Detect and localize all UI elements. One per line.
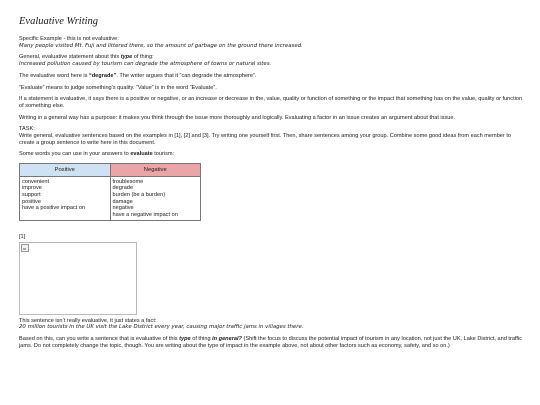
general-label-post: of thing: — [132, 54, 154, 61]
definition-paragraph: “Evaluate” means to judge something’s quality. “Value” is in the word “Evaluate”. — [19, 84, 217, 91]
task-text: Write general, evaluative sentences based on the examples in [1], [2] and [3]. Try writing one yourself first. Then, share sentences among your group. Combine some good ideas from each member to create a group sentence to write here in this document. — [19, 133, 511, 146]
negative-word: degrade — [112, 185, 134, 192]
general-text: Increased pollution caused by tourism can degrade the atmosphere of towns or natural sites. — [19, 60, 272, 67]
question-paragraph — [19, 336, 524, 349]
negative-header: Negative — [110, 164, 201, 177]
not-evaluative-note: This sentence isn’t really evaluative, it just states a fact: — [19, 317, 157, 324]
question-mid: of thing — [190, 336, 213, 343]
negative-word: troublesome — [112, 178, 144, 185]
question-post: (Shift the focus to discuss the potential impact of tourism in any location, not just the UK, Lake District, and traffic jams. Do not completely change the topic, though. You are writing about the type of impact in the example above, not about other factors such as economy, safety, and so on.) — [19, 336, 522, 349]
word-table — [19, 163, 201, 221]
task-paragraph — [19, 126, 524, 146]
broken-image-icon — [21, 244, 29, 252]
negative-words-cell — [110, 177, 201, 221]
example-paragraph — [19, 36, 524, 49]
positive-word: convenient — [22, 178, 50, 185]
document-page — [19, 14, 524, 355]
evaluative-word: “degrade” — [88, 72, 117, 79]
general-label-em: type — [120, 54, 133, 61]
section-1-marker: [1] — [19, 234, 26, 241]
example-label: Specific Example - this is not evaluative: — [19, 36, 119, 42]
general-paragraph — [19, 54, 524, 67]
negative-word: burden (be a burden) — [112, 191, 166, 198]
positive-header: Positive — [20, 164, 111, 177]
words-intro-post: tourism: — [152, 151, 175, 158]
negative-word: damage — [112, 198, 133, 205]
example-text: Many people visited Mt. Fuji and littered there, so the amount of garbage on the ground there increased. — [19, 42, 303, 49]
statement-info-paragraph: If a statement is evaluative, it says there is a positive or negative, or an increase or decrease in the, value, quality or function of something or the impact that something has on the value, quality or function of something else. — [19, 96, 523, 109]
general-way-paragraph: Writing in a general way has a purpose: it makes you think through the issue more thoroughly and logically. Evaluating a factor in an issue creates an argument about that issue. — [19, 114, 456, 121]
negative-word: negative — [112, 205, 134, 212]
words-intro-bold: evaluate — [130, 151, 153, 158]
words-intro-paragraph — [19, 151, 524, 158]
positive-word: have a positive impact on — [22, 205, 86, 212]
document-title: Evaluative Writing — [19, 16, 99, 27]
evaluative-word-pre: The evaluative word here is — [19, 72, 89, 79]
task-heading: TASK: — [19, 126, 35, 133]
question-em-general: in general? — [212, 336, 242, 343]
positive-word: positive — [22, 198, 41, 205]
question-em-type: type — [179, 336, 191, 343]
positive-word: improve — [22, 185, 42, 192]
fact-text: 20 million tourists in the UK visit the Lake District every year, causing major traffic jams in villages there. — [19, 324, 304, 331]
words-intro-pre: Some words you can use in your answers to — [19, 151, 131, 158]
evaluative-word-paragraph — [19, 73, 524, 80]
positive-word: support — [22, 191, 41, 198]
negative-word: have a negative impact on — [112, 211, 178, 218]
question-pre: Based on this, can you write a sentence that is evaluative of this — [19, 336, 180, 343]
evaluative-word-post: . The writer argues that it “can degrade the atmosphere”. — [116, 72, 257, 79]
general-label-pre: General, evaluative statement about this — [19, 54, 121, 61]
fact-paragraph — [19, 318, 524, 331]
example-image — [19, 242, 137, 315]
positive-words-cell — [20, 177, 111, 221]
